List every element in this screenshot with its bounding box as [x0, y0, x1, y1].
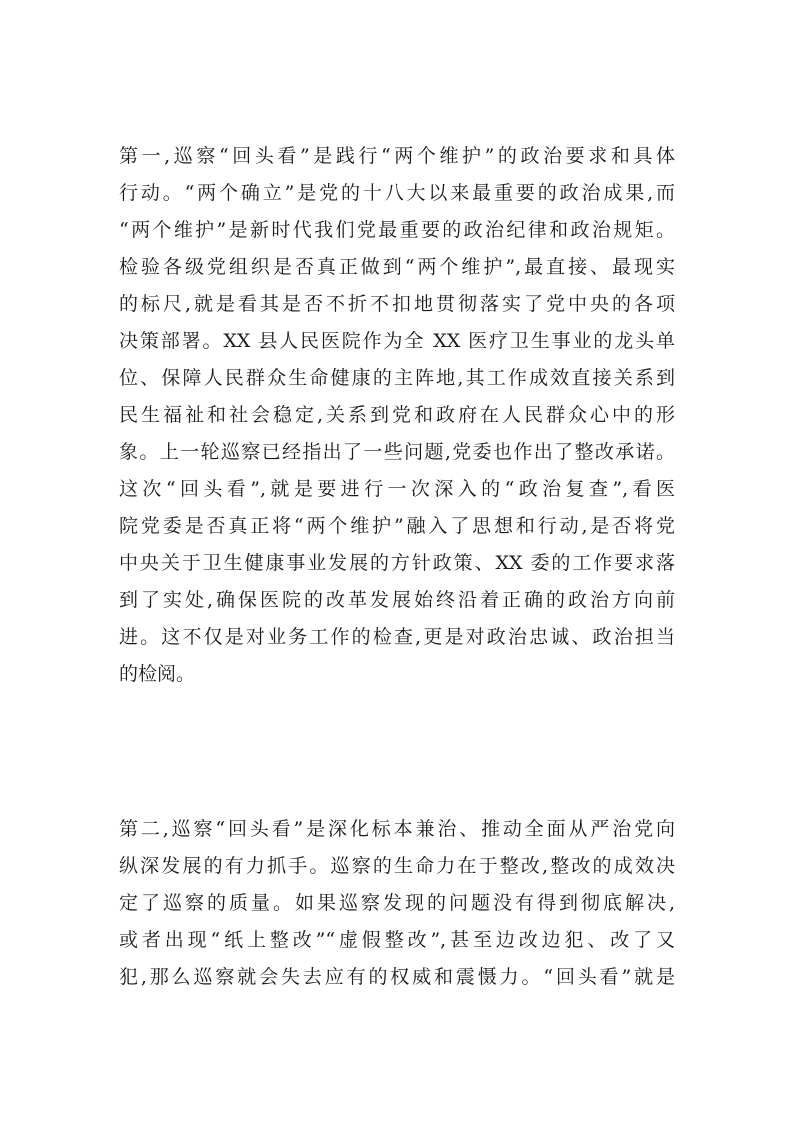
paragraph-line: 纵深发展的有力抓手。巡察的生命力在于整改,整改的成效决	[119, 855, 675, 877]
paragraph-line: 这次“回头看”,就是要进行一次深入的“政治复查”,看医	[119, 478, 675, 500]
paragraph-line: 到了实处,确保医院的改革发展始终沿着正确的政治方向前	[119, 589, 675, 611]
paragraph-line: 象。上一轮巡察已经指出了一些问题,党委也作出了整改承诺。	[119, 441, 675, 463]
paragraph-line: 检验各级党组织是否真正做到“两个维护”,最直接、最现实	[119, 256, 675, 278]
paragraph-line: 的检阅。	[119, 663, 196, 685]
paragraph-line: 或者出现“纸上整改”“虚假整改”,甚至边改边犯、改了又	[119, 929, 675, 951]
paragraph-line: “两个维护”是新时代我们党最重要的政治纪律和政治规矩。	[119, 219, 675, 241]
paragraph-line: 第二,巡察“回头看”是深化标本兼治、推动全面从严治党向	[119, 818, 675, 840]
paragraph-line: 进。这不仅是对业务工作的检查,更是对政治忠诚、政治担当	[119, 626, 675, 648]
paragraph-line: 第一,巡察“回头看”是践行“两个维护”的政治要求和具体	[119, 145, 675, 167]
paragraph-line: 行动。“两个确立”是党的十八大以来最重要的政治成果,而	[119, 182, 675, 204]
paragraph-line: 中央关于卫生健康事业发展的方针政策、XX 委的工作要求落	[119, 552, 675, 574]
paragraph-line: 犯,那么巡察就会失去应有的权威和震慑力。“回头看”就是	[119, 966, 675, 988]
paragraph-line: 定了巡察的质量。如果巡察发现的问题没有得到彻底解决,	[119, 892, 675, 914]
paragraph-line: 的标尺,就是看其是否不折不扣地贯彻落实了党中央的各项	[119, 293, 675, 315]
paragraph-line: 决策部署。XX 县人民医院作为全 XX 医疗卫生事业的龙头单	[119, 330, 675, 352]
paragraph-line: 民生福祉和社会稳定,关系到党和政府在人民群众心中的形	[119, 404, 675, 426]
paragraph-line: 院党委是否真正将“两个维护”融入了思想和行动,是否将党	[119, 515, 675, 537]
paragraph-line: 位、保障人民群众生命健康的主阵地,其工作成效直接关系到	[119, 367, 675, 389]
